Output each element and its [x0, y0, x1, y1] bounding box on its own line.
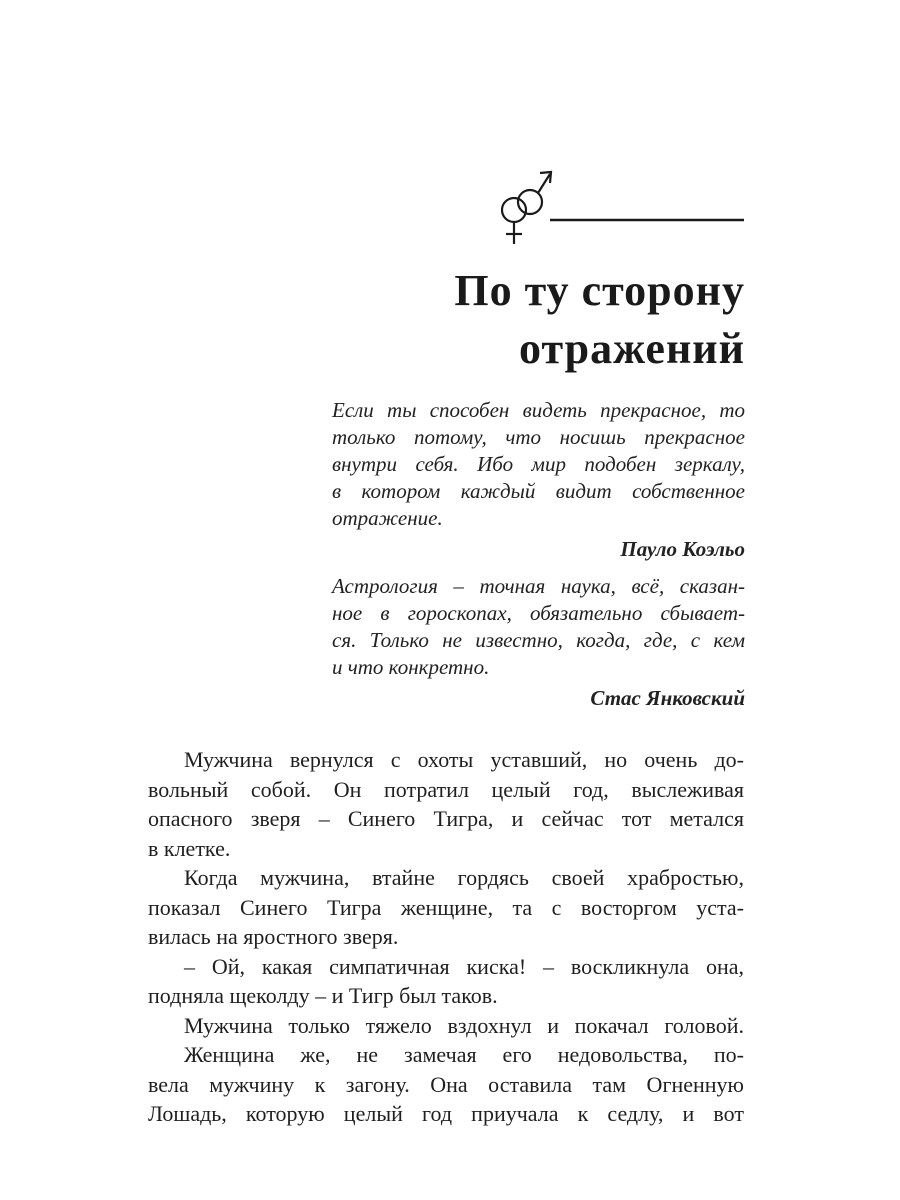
male-symbol-icon — [518, 172, 551, 214]
epigraph-line: ся. Только не известно, когда, где, с кем — [332, 628, 745, 652]
epigraph-line: отражение. — [332, 506, 443, 530]
body-line: вилась на яростного зверя. — [148, 924, 399, 949]
chapter-title-line-2: отражений — [519, 324, 745, 373]
body-line: Мужчина только тяжело вздохнул и покачал головой. — [184, 1012, 744, 1038]
epigraph-yankovsky — [332, 573, 745, 712]
female-symbol-icon — [502, 198, 526, 244]
epigraph-line: и что конкретно. — [332, 655, 490, 679]
body-line: вела мужчину к загону. Она оставила там Огненную — [148, 1071, 744, 1097]
epigraph-text — [332, 573, 745, 681]
body-line: Лошадь, которую целый год приучала к седлу, и вот — [148, 1101, 744, 1126]
body-line: показал Синего Тигра женщине, та с восторгом уста- — [148, 894, 744, 920]
body-text — [148, 745, 744, 1129]
body-line: в клетке. — [148, 835, 231, 861]
body-line: Женщина же, не замечая его недовольства, по- — [184, 1042, 744, 1067]
epigraph-line: внутри себя. Ибо мир подобен зеркалу, — [332, 452, 745, 476]
epigraph-line: Астрология – точная наука, всё, сказан- — [332, 574, 745, 598]
epigraph-author: Стас Янковский — [590, 686, 745, 710]
body-line: подняла щеколду – и Тигр был таков. — [148, 983, 498, 1008]
epigraph-line: ное в гороскопах, обязательно сбывает- — [332, 601, 745, 625]
epigraph-line: только потому, что носишь прекрасное — [332, 425, 745, 449]
body-line: опасного зверя – Синего Тигра, и сейчас тот метался — [148, 806, 744, 831]
body-line: – Ой, какая симпатичная киска! – воскликнула она, — [184, 953, 744, 979]
body-line: Мужчина вернулся с охоты уставший, но очень до- — [184, 747, 744, 772]
epigraph-text — [332, 397, 745, 532]
chapter-title — [454, 262, 745, 378]
epigraph-author: Пауло Коэльо — [620, 537, 745, 561]
epigraph-line: в котором каждый видит собственное — [332, 479, 745, 503]
epigraph-line: Если ты способен видеть прекрасное, то — [332, 398, 745, 422]
gender-symbols-ornament — [496, 160, 746, 250]
epigraphs — [332, 397, 745, 722]
chapter-title-line-1: По ту сторону — [454, 266, 745, 315]
epigraph-coelho — [332, 397, 745, 563]
body-line: вольный собой. Он потратил целый год, выслеживая — [148, 776, 744, 802]
body-line: Когда мужчина, втайне гордясь своей храбростью, — [184, 865, 744, 890]
